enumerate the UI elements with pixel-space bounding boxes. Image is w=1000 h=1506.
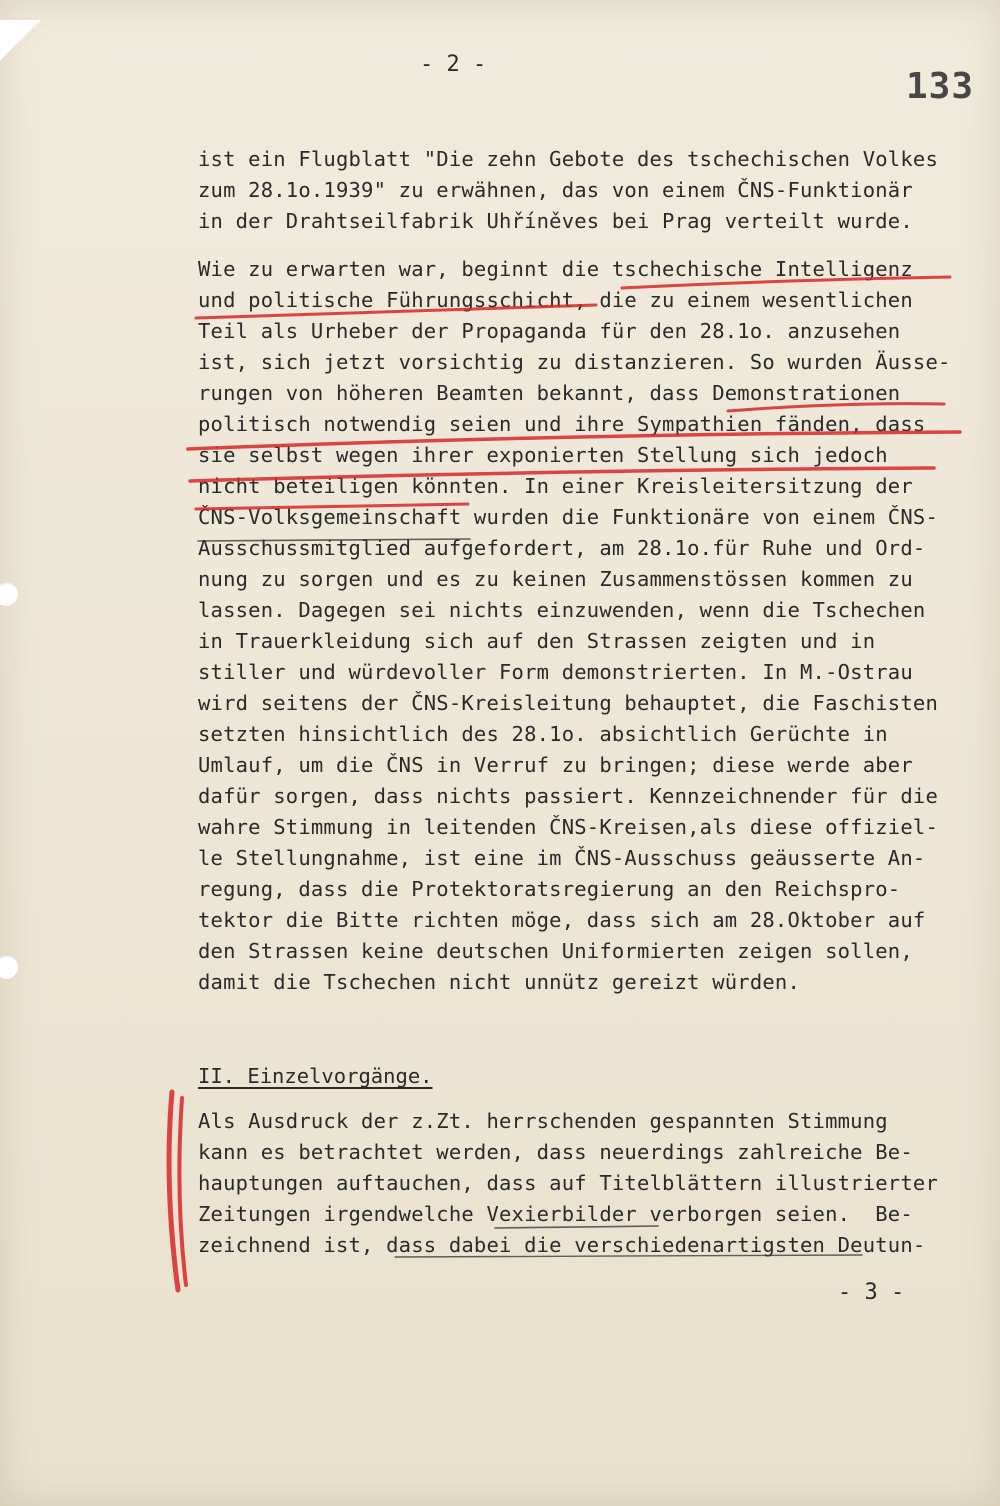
text-line: rungen von höheren Beamten bekannt, dass Demonstrationen — [198, 381, 901, 405]
text-line: nung zu sorgen und es zu keinen Zusammenstössen kommen zu — [198, 567, 913, 591]
text-line: Teil als Urheber der Propaganda für den 28.1o. anzusehen — [198, 319, 901, 343]
text-line: in der Drahtseilfabrik Uhříněves bei Prag verteilt wurde. — [198, 209, 913, 233]
text-line: regung, dass die Protektoratsregierung an den Reichspro- — [198, 877, 901, 901]
punch-hole — [0, 582, 18, 606]
text-line: kann es betrachtet werden, dass neuerdings zahlreiche Be- — [198, 1140, 913, 1164]
section-heading: II. Einzelvorgänge. — [198, 1064, 433, 1088]
text-line: ČNS-Volksgemeinschaft wurden die Funktionäre von einem ČNS- — [198, 505, 938, 529]
text-line: nicht beteiligen könnten. In einer Kreisleitersitzung der — [198, 474, 913, 498]
text-line: le Stellungnahme, ist eine im ČNS-Ausschuss geäusserte An- — [198, 846, 926, 870]
text-line: politisch notwendig seien und ihre Sympathien fänden, dass — [198, 412, 926, 436]
text-line: lassen. Dagegen sei nichts einzuwenden, wenn die Tschechen — [198, 598, 926, 622]
text-line: ist, sich jetzt vorsichtig zu distanzieren. So wurden Äusse- — [198, 350, 951, 374]
red-margin-stroke — [179, 1098, 186, 1285]
text-line: setzten hinsichtlich des 28.1o. absichtlich Gerüchte in — [198, 722, 888, 746]
text-line: wird seitens der ČNS-Kreisleitung behauptet, die Faschisten — [198, 691, 938, 715]
text-line: tektor die Bitte richten möge, dass sich am 28.Oktober auf — [198, 908, 926, 932]
paragraph-2 — [198, 254, 978, 998]
red-margin-stroke — [169, 1092, 178, 1290]
text-line: ist ein Flugblatt "Die zehn Gebote des tschechischen Volkes — [198, 147, 938, 171]
text-line: Ausschussmitglied aufgefordert, am 28.1o.für Ruhe und Ord- — [198, 536, 926, 560]
torn-corner — [0, 20, 40, 80]
text-line: Umlauf, um die ČNS in Verruf zu bringen; diese werde aber — [198, 753, 913, 777]
text-line: Zeitungen irgendwelche Vexierbilder verborgen seien. Be- — [198, 1202, 913, 1226]
text-line: stiller und würdevoller Form demonstrierten. In M.-Ostrau — [198, 660, 913, 684]
text-line: hauptungen auftauchen, dass auf Titelblättern illustrierter — [198, 1171, 938, 1195]
paragraph-3 — [198, 1106, 978, 1261]
punch-hole — [0, 955, 18, 979]
next-page-indicator: - 3 - — [838, 1280, 905, 1305]
text-line: in Trauerkleidung sich auf den Strassen zeigten und in — [198, 629, 876, 653]
text-line: den Strassen keine deutschen Uniformierten zeigen sollen, — [198, 939, 913, 963]
text-line: zeichnend ist, dass dabei die verschiedenartigsten Deutun- — [198, 1233, 926, 1257]
text-line: zum 28.1o.1939" zu erwähnen, das von einem ČNS-Funktionär — [198, 178, 913, 202]
text-line: sie selbst wegen ihrer exponierten Stellung sich jedoch — [198, 443, 888, 467]
page-number: - 2 - — [420, 52, 487, 77]
text-line: wahre Stimmung in leitenden ČNS-Kreisen,als diese offiziel- — [198, 815, 938, 839]
archive-folio-number: 133 — [906, 66, 975, 107]
text-line: damit die Tschechen nicht unnütz gereizt würden. — [198, 970, 801, 994]
text-line: und politische Führungsschicht, die zu einem wesentlichen — [198, 288, 913, 312]
text-line: Wie zu erwarten war, beginnt die tschechische Intelligenz — [198, 257, 913, 281]
text-line: dafür sorgen, dass nichts passiert. Kennzeichnender für die — [198, 784, 938, 808]
text-line: Als Ausdruck der z.Zt. herrschenden gespannten Stimmung — [198, 1109, 888, 1133]
paragraph-1 — [198, 144, 978, 237]
